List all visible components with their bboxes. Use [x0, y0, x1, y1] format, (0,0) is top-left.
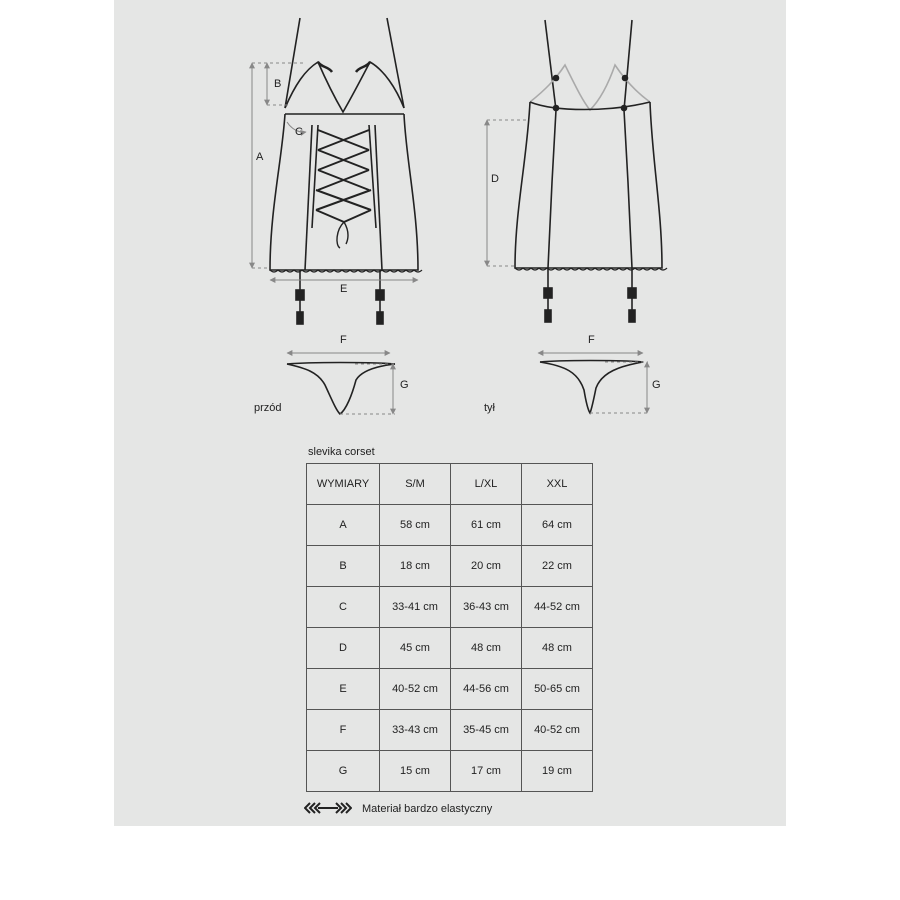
table-cell: 33-43 cm	[380, 710, 451, 751]
table-cell: 15 cm	[380, 751, 451, 792]
table-title: slevika corset	[308, 446, 375, 458]
table-cell: 44-52 cm	[522, 587, 593, 628]
table-row	[307, 505, 593, 546]
table-row	[307, 710, 593, 751]
corset-back-drawing	[515, 20, 667, 322]
table-row	[307, 546, 593, 587]
dimension-label-g-back: G	[652, 379, 661, 391]
table-cell: 48 cm	[522, 628, 593, 669]
table-cell: 35-45 cm	[451, 710, 522, 751]
table-cell: 61 cm	[451, 505, 522, 546]
dimension-label-f-back: F	[588, 334, 595, 346]
dimension-label-c: C	[295, 126, 303, 138]
table-cell: 20 cm	[451, 546, 522, 587]
header-cell: WYMIARY	[307, 464, 380, 505]
size-table	[306, 463, 593, 792]
header-cell: L/XL	[451, 464, 522, 505]
table-cell: E	[307, 669, 380, 710]
dimension-label-a: A	[256, 151, 264, 163]
front-view-label: przód	[254, 402, 282, 414]
table-cell: 48 cm	[451, 628, 522, 669]
thong-front-drawing	[287, 363, 395, 415]
table-row	[307, 628, 593, 669]
table-cell: 58 cm	[380, 505, 451, 546]
dimension-label-g-front: G	[400, 379, 409, 391]
table-cell: 50-65 cm	[522, 669, 593, 710]
table-cell: D	[307, 628, 380, 669]
table-cell: 19 cm	[522, 751, 593, 792]
table-row	[307, 751, 593, 792]
dimension-label-d: D	[491, 173, 499, 185]
thong-back-drawing	[540, 361, 643, 414]
table-cell: 22 cm	[522, 546, 593, 587]
table-cell: 40-52 cm	[522, 710, 593, 751]
corset-front-drawing	[270, 18, 422, 324]
dimension-label-e: E	[340, 283, 348, 295]
table-cell: 64 cm	[522, 505, 593, 546]
stretch-arrows-icon	[304, 802, 352, 817]
table-cell: A	[307, 505, 380, 546]
table-cell: C	[307, 587, 380, 628]
table-cell: 36-43 cm	[451, 587, 522, 628]
header-cell: S/M	[380, 464, 451, 505]
dimension-label-f-front: F	[340, 334, 347, 346]
table-row	[307, 669, 593, 710]
table-cell: 17 cm	[451, 751, 522, 792]
table-cell: 33-41 cm	[380, 587, 451, 628]
table-row	[307, 587, 593, 628]
table-cell: 45 cm	[380, 628, 451, 669]
table-cell: G	[307, 751, 380, 792]
table-header-row	[307, 464, 593, 505]
table-cell: 44-56 cm	[451, 669, 522, 710]
back-view-label: tył	[484, 402, 495, 414]
table-cell: F	[307, 710, 380, 751]
dimension-label-b: B	[274, 78, 282, 90]
elasticity-legend	[304, 802, 492, 816]
table-cell: 40-52 cm	[380, 669, 451, 710]
table-cell: B	[307, 546, 380, 587]
dimension-lines	[252, 63, 648, 414]
header-cell: XXL	[522, 464, 593, 505]
legend-text: Materiał bardzo elastyczny	[362, 803, 493, 815]
table-cell: 18 cm	[380, 546, 451, 587]
